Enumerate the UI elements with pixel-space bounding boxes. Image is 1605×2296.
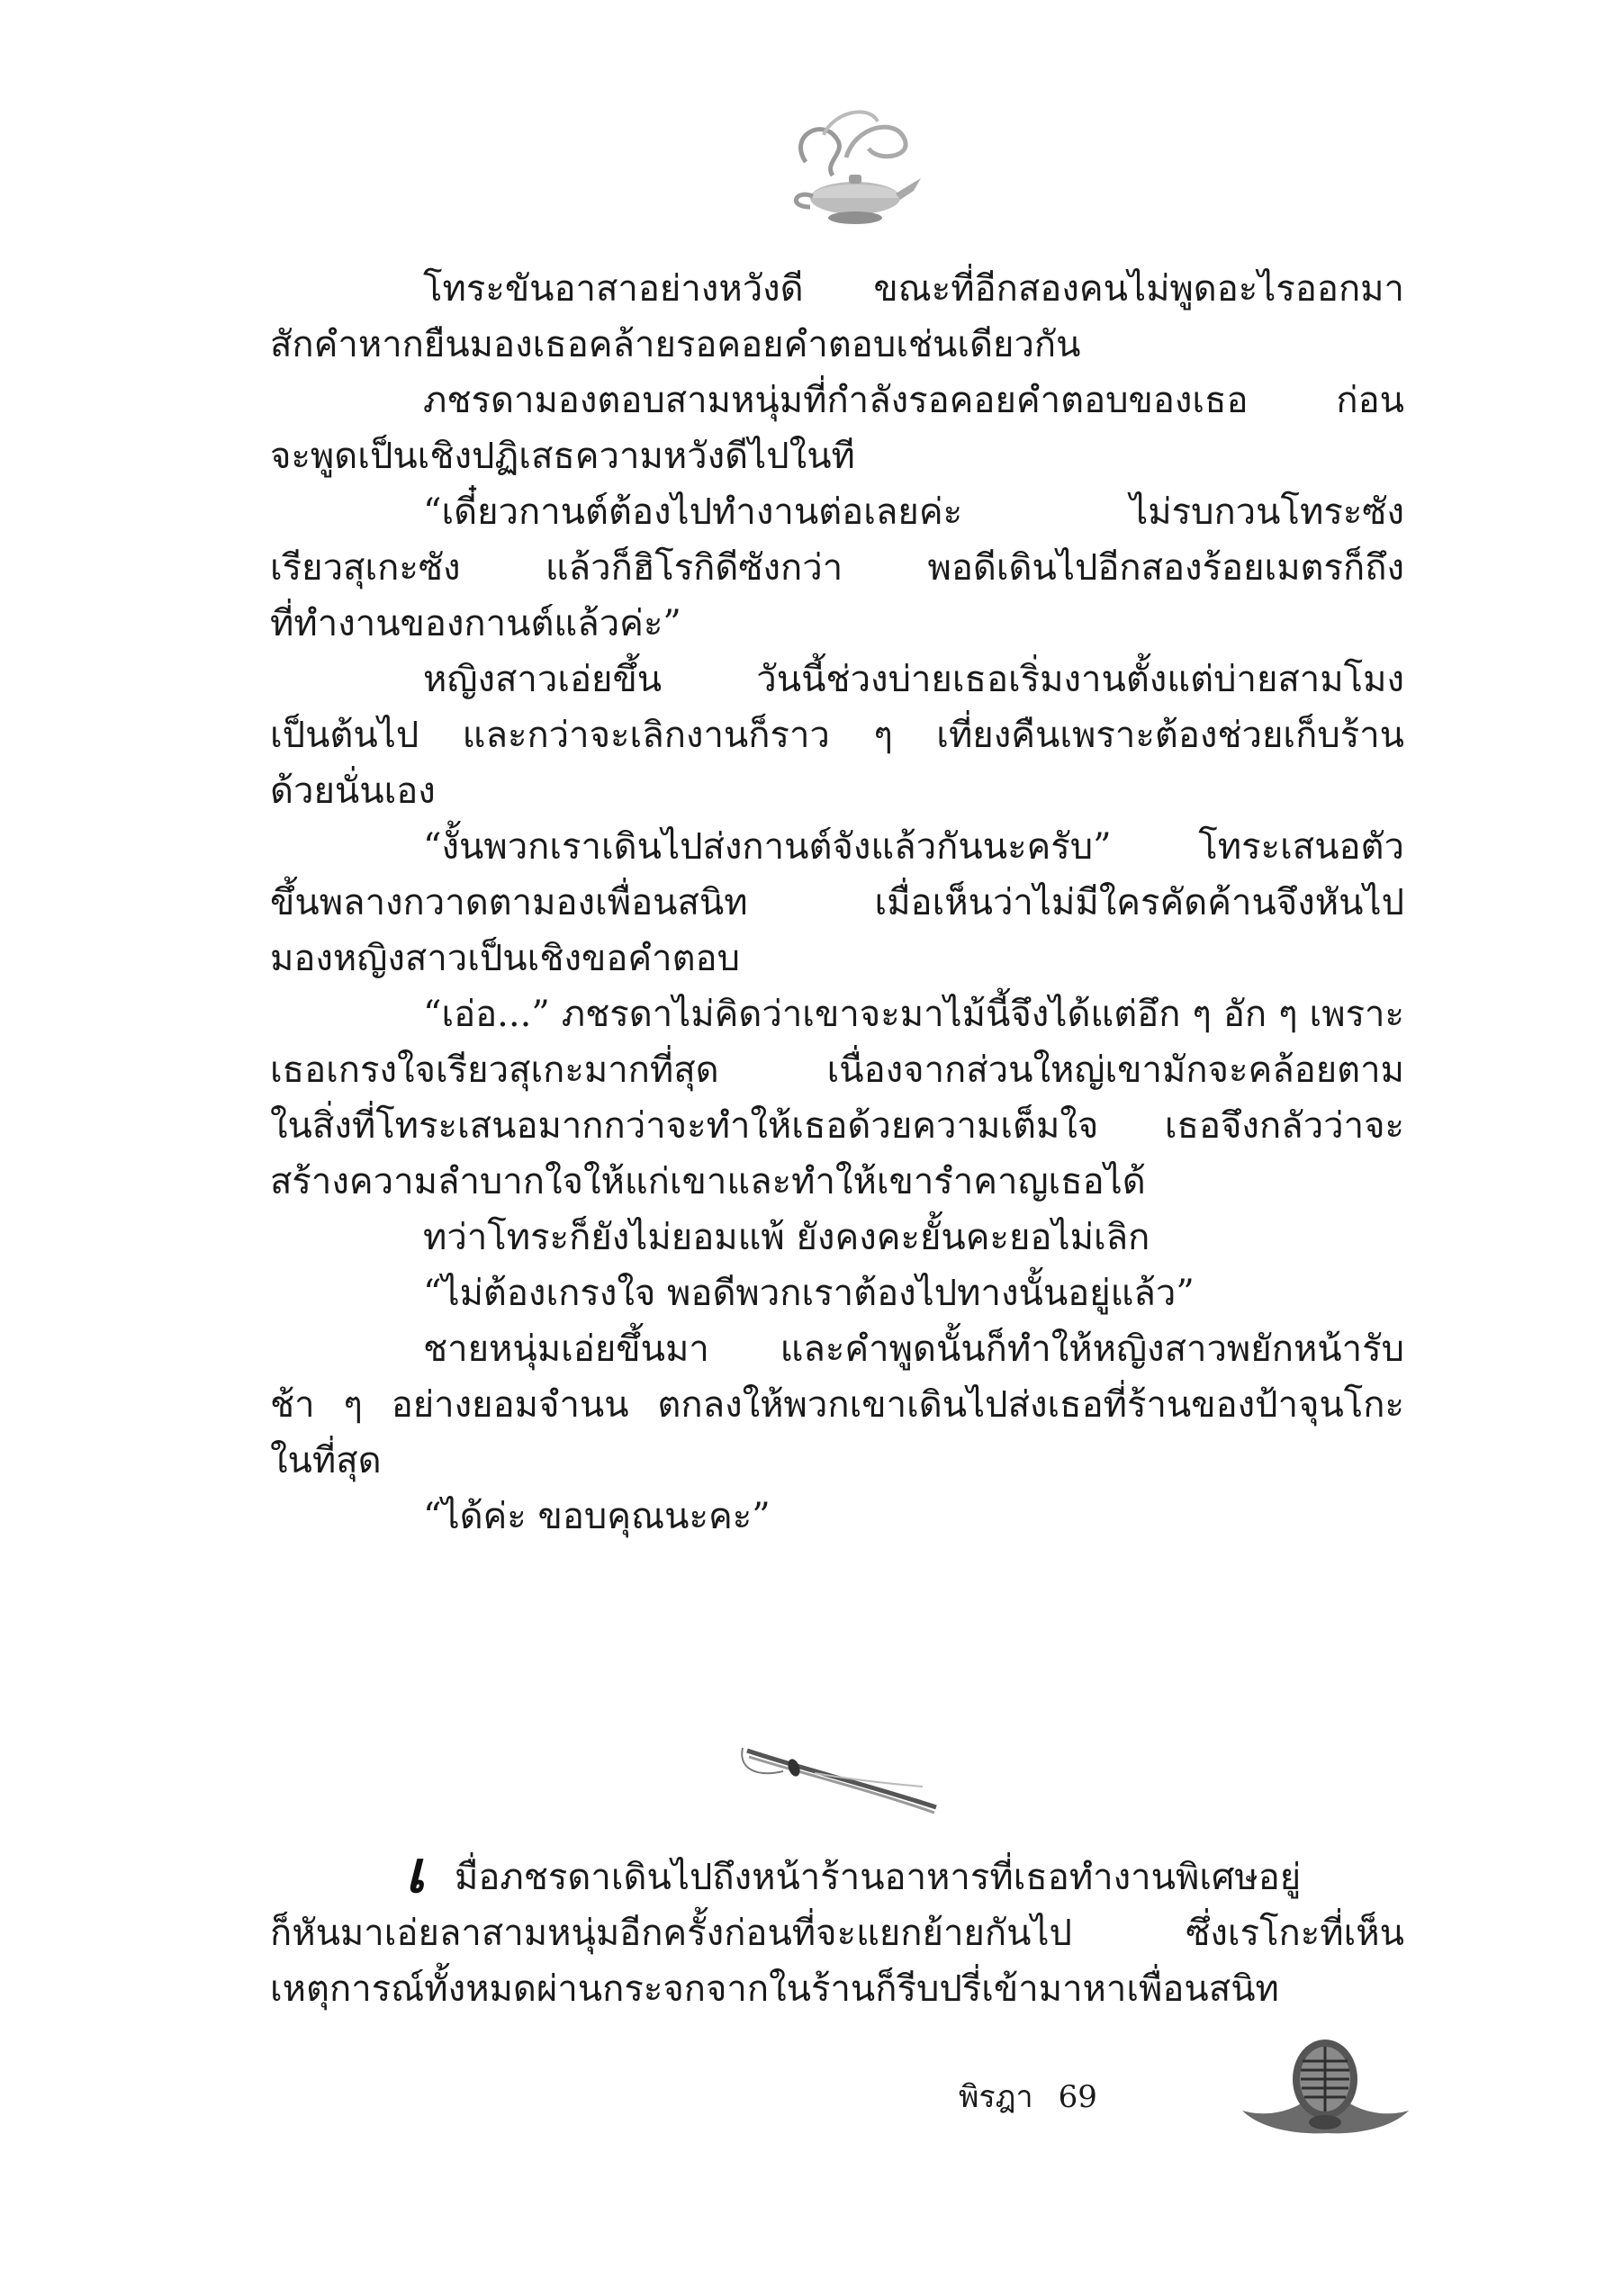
paragraph-line: สร้างความลำบากใจให้แก่เขาและทำให้เขารำคาญเธอได้ [270, 1161, 1146, 1202]
author-name: พิรฎา [959, 2079, 1033, 2115]
dropcap-line [270, 1840, 1404, 1906]
paragraph-line: ทว่าโทระก็ยังไม่ยอมแพ้ ยังคงคะยั้นคะยอไม่เลิก [423, 1217, 1150, 1258]
paragraph-line: “เอ่อ...” ภชรดาไม่คิดว่าเขาจะมาไม้นี้จึงได้แต่อึก ๆ อัก ๆ เพราะ [423, 994, 1404, 1035]
paragraph-line: โทระขันอาสาอย่างหวังดี ขณะที่อีกสองคนไม่พูดอะไรออกมา [423, 268, 1404, 310]
paragraph-line: เป็นต้นไป และกว่าจะเลิกงานก็ราว ๆ เที่ยงคืนเพราะต้องช่วยเก็บร้าน [270, 715, 1404, 756]
paragraph-line: ที่ทำงานของกานต์แล้วค่ะ” [270, 603, 681, 644]
paragraph-line: สักคำหากยืนมองเธอคล้ายรอคอยคำตอบเช่นเดียวกัน [270, 324, 1081, 365]
paragraph-line: ชายหนุ่มเอ่ยขึ้นมา และคำพูดนั้นก็ทำให้หญิงสาวพยักหน้ารับ [423, 1328, 1404, 1370]
paragraph-line: ขึ้นพลางกวาดตามองเพื่อนสนิท เมื่อเห็นว่าไม่มีใครคัดค้านจึงหันไป [270, 882, 1404, 923]
paragraph-line: มองหญิงสาวเป็นเชิงขอคำตอบ [270, 938, 740, 979]
paragraph-line: “ไม่ต้องเกรงใจ พอดีพวกเราต้องไปทางนั้นอยู่แล้ว” [423, 1273, 1195, 1314]
section-text [270, 1840, 1404, 2017]
paragraph-line: ในสิ่งที่โทระเสนอมากกว่าจะทำให้เธอด้วยความเต็มใจ เธอจึงกลัวว่าจะ [270, 1105, 1404, 1147]
paragraph-line: เหตุการณ์ทั้งหมดผ่านกระจกจากในร้านก็รีบปรี่เข้ามาหาเพื่อนสนิท [270, 1968, 1279, 2010]
paragraph-line: ภชรดามองตอบสามหนุ่มที่กำลังรอคอยคำตอบของเธอ ก่อน [423, 380, 1404, 421]
paragraph-line: เธอเกรงใจเรียวสุเกะมากที่สุด เนื่องจากส่วนใหญ่เขามักจะคล้อยตาม [270, 1049, 1404, 1091]
drop-cap: เ [405, 1840, 425, 1906]
magic-lamp-icon [770, 99, 923, 234]
paragraph-line: ก็หันมาเอ่ยลาสามหนุ่มอีกครั้งก่อนที่จะแยกย้ายกันไป ซึ่งเรโกะที่เห็น [270, 1913, 1404, 1954]
paragraph-line: ช้า ๆ อย่างยอมจำนน ตกลงให้พวกเขาเดินไปส่งเธอที่ร้านของป้าจุนโกะ [270, 1384, 1404, 1426]
paragraph-line: ด้วยนั่นเอง [270, 770, 436, 812]
paragraph-line: “ได้ค่ะ ขอบคุณนะคะ” [423, 1496, 771, 1537]
paragraph-line: เรียวสุเกะซัง แล้วก็ฮิโรกิดีซังกว่า พอดีเดินไปอีกสองร้อยเมตรก็ถึง [270, 547, 1404, 589]
paragraph-line: ในที่สุด [270, 1440, 382, 1481]
paragraph-line: “งั้นพวกเราเดินไปส่งกานต์จังแล้วกันนะครับ” โทระเสนอตัว [423, 826, 1404, 868]
page-footer [959, 2079, 1097, 2115]
paragraph-line: หญิงสาวเอ่ยขึ้น วันนี้ช่วงบ่ายเธอเริ่มงานตั้งแต่บ่ายสามโมง [423, 659, 1404, 700]
paragraph-line: มื่อภชรดาเดินไปถึงหน้าร้านอาหารที่เธอทำงานพิเศษอยู่ [455, 1857, 1302, 1898]
paragraph-line: “เดี๋ยวกานต์ต้องไปทำงานต่อเลยค่ะ ไม่รบกวนโทระซัง [423, 491, 1404, 533]
body-text [270, 261, 1404, 1544]
katana-sword-icon [729, 1737, 945, 1818]
paragraph-line: จะพูดเป็นเชิงปฏิเสธความหวังดีไปในที [270, 436, 855, 477]
page-number: 69 [1058, 2079, 1097, 2115]
kendo-mask-icon [1238, 2034, 1413, 2147]
